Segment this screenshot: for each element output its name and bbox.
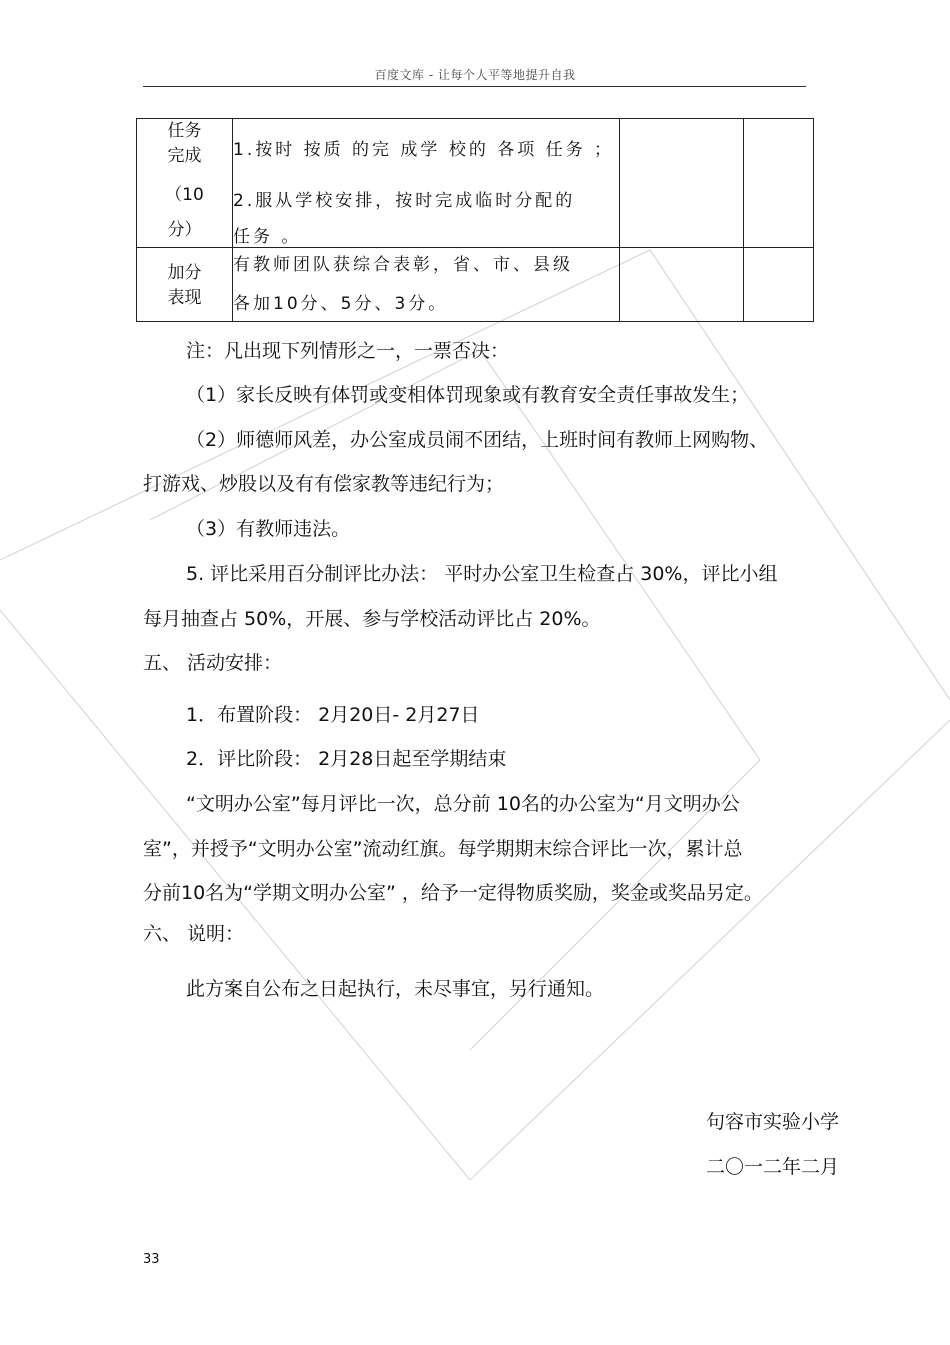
- content-cell: [233, 119, 620, 248]
- category-line: 分）: [167, 220, 202, 240]
- category-line: 任务: [167, 121, 202, 141]
- category-line: 表现: [167, 288, 202, 308]
- score-cell: [620, 248, 744, 322]
- category-line: 加分: [167, 263, 202, 283]
- content-line: 任务 。: [233, 227, 302, 247]
- score-cell: [744, 119, 814, 248]
- signature-organization: 句容市实验小学: [706, 1111, 840, 1133]
- category-line: （10: [165, 185, 204, 205]
- award-paragraph-line-1: “文明办公室”每月评比一次，总分前 10名的办公室为“月文明办公: [186, 793, 740, 815]
- veto-item-1: （1）家长反映有体罚或变相体罚现象或有教育安全责任事故发生；: [186, 384, 750, 406]
- content-cell: [233, 248, 620, 322]
- veto-item-3: （3）有教师违法。: [186, 518, 351, 540]
- point-5-line-1: 5. 评比采用百分制评比办法： 平时办公室卫生检查占 30%，评比小组: [186, 563, 778, 585]
- table-row-bonus: [137, 248, 814, 322]
- content-line: 有教师团队获综合表彰，省、市、县级: [233, 255, 573, 275]
- score-cell: [744, 248, 814, 322]
- stage-1: 1．布置阶段： 2月20日- 2月27日: [186, 704, 480, 726]
- score-cell: [620, 119, 744, 248]
- category-line: 完成: [167, 146, 202, 166]
- award-paragraph-line-3: 分前10名为“学期文明办公室” ，给予一定得物质奖励，奖金或奖品另定。: [143, 882, 763, 904]
- page-header: 百度文库 - 让每个人平等地提升自我: [374, 68, 576, 82]
- category-cell: [137, 119, 233, 248]
- content-line: 2.服从学校安排，按时完成临时分配的: [233, 191, 576, 211]
- table-row-task: [137, 119, 814, 248]
- veto-note: 注：凡出现下列情形之一，一票否决：: [186, 340, 510, 362]
- content-line: 各加10分、5分、3分。: [233, 294, 449, 314]
- page-number: 33: [143, 1252, 160, 1267]
- section-6-heading: 六、 说明：: [143, 923, 245, 945]
- final-statement: 此方案自公布之日起执行，未尽事宜，另行通知。: [186, 978, 605, 1000]
- category-cell: [137, 248, 233, 322]
- signature-date: 二〇一二年二月: [706, 1156, 840, 1178]
- header-rule: [143, 86, 806, 87]
- stage-2: 2．评比阶段： 2月28日起至学期结束: [186, 748, 507, 770]
- award-paragraph-line-2: 室”，并授予“文明办公室”流动红旗。每学期期末综合评比一次，累计总: [143, 838, 743, 860]
- section-5-heading: 五、 活动安排：: [143, 652, 283, 674]
- content-line: 1.按时 按质 的完 成学 校的 各项 任务 ；: [233, 140, 615, 160]
- score-table: [136, 118, 814, 322]
- veto-item-2-line-2: 打游戏、炒股以及有有偿家教等违纪行为；: [143, 473, 505, 495]
- point-5-line-2: 每月抽查占 50%，开展、参与学校活动评比占 20%。: [143, 608, 601, 630]
- veto-item-2-line-1: （2）师德师风差，办公室成员闹不团结，上班时间有教师上网购物、: [186, 429, 769, 451]
